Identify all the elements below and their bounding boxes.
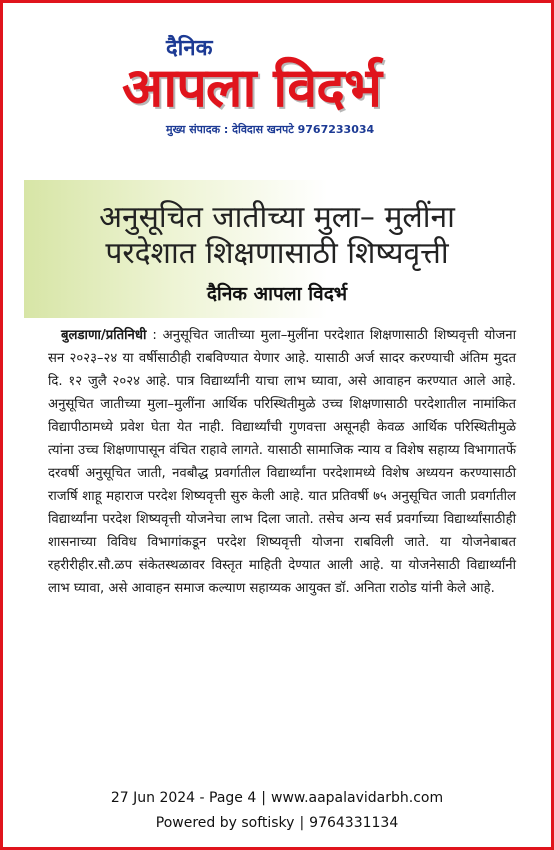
footer-line-1 xyxy=(0,790,554,806)
editor-name: देविदास खनपटे xyxy=(232,123,294,136)
headline-line-1: अनुसूचित जातीच्या मुला– मुलींना xyxy=(99,200,455,235)
article-dateline: बुलडाणा/प्रतिनिधी xyxy=(61,328,147,343)
masthead-title: आपला विदर्भ xyxy=(122,56,381,119)
article-clipping xyxy=(24,180,530,766)
article-body-text: : अनुसूचित जातीच्या मुला–मुलींना परदेशात शिक्षणासाठी शिष्यवृत्ती योजना सन २०२३–२४ या वर्षीसाठीही राबविण्यात येणार आहे. यासाठी अर्ज सादर करण्याची अंतिम मुदत दि. १२ जुलै २०२४ आहे. पात्र विद्यार्थ्यांनी याचा लाभ घ्यावा, असे आवाहन करण्यात आले आहे. अनुसूचित जातीच्या मुला–मुलींना आर्थिक परिस्थितीमुळे उच्च शिक्षणासाठी परदेशातील नामांकित विद्यापीठामध्ये प्रवेश घेता येत नाही. विद्यार्थ्यांची गुणवत्ता असूनही केवळ आर्थिक परिस्थितीमुळे त्यांना उच्च शिक्षणापासून वंचित राहावे लागते. यासाठी सामाजिक न्याय व विशेष सहाय्य विभागातर्फे दरवर्षी अनुसूचित जाती, नवबौद्ध प्रवर्गातील विद्यार्थ्यांना परदेशामध्ये विशेष अध्ययन करण्यासाठी राजर्षि शाहू महाराज परदेश शिष्यवृत्ती सुरु केली आहे. यात प्रतिवर्षी ७५ अनुसूचित जाती प्रवर्गातील विद्यार्थ्यांना परदेश शिष्यवृत्ती योजनेचा लाभ दिला जातो. तसेच अन्य सर्व प्रवर्गाच्या विद्यार्थ्यांसाठीही शासनाच्या विविध विभागांकडून परदेश शिष्यवृत्ती योजना राबविली जाते. या योजनेबाबत रहरीरीहीर.सौ.ळप संकेतस्थळावर विस्तृत माहिती देण्यात आली आहे. या योजनेसाठी विद्यार्थ्यांनी लाभ घ्यावा, असे आवाहन समाज कल्याण सहाय्यक आयुक्त डॉ. अनिता राठोड यांनी केले आहे. xyxy=(48,328,516,596)
editor-label: मुख्य संपादक : xyxy=(166,123,229,136)
editor-line xyxy=(166,122,374,137)
article-body xyxy=(48,324,516,600)
masthead-pre-title: दैनिक xyxy=(166,36,213,61)
article-source: दैनिक आपला विदर्भ xyxy=(206,283,348,305)
footer-line-2 xyxy=(0,815,554,831)
footer-separator: | xyxy=(299,815,305,831)
headline-block xyxy=(24,180,530,318)
footer-powered-by: Powered by softisky xyxy=(155,815,295,831)
headline-line-2: परदेशात शिक्षणासाठी शिष्यवृत्ती xyxy=(105,236,449,271)
footer-separator: | xyxy=(261,790,266,806)
editor-phone: 9767233034 xyxy=(297,123,375,136)
masthead xyxy=(0,0,554,145)
footer-phone: 9764331134 xyxy=(309,815,399,831)
footer-date-page: 27 Jun 2024 - Page 4 xyxy=(110,790,257,806)
footer-website-link[interactable]: www.aapalavidarbh.com xyxy=(271,790,444,806)
